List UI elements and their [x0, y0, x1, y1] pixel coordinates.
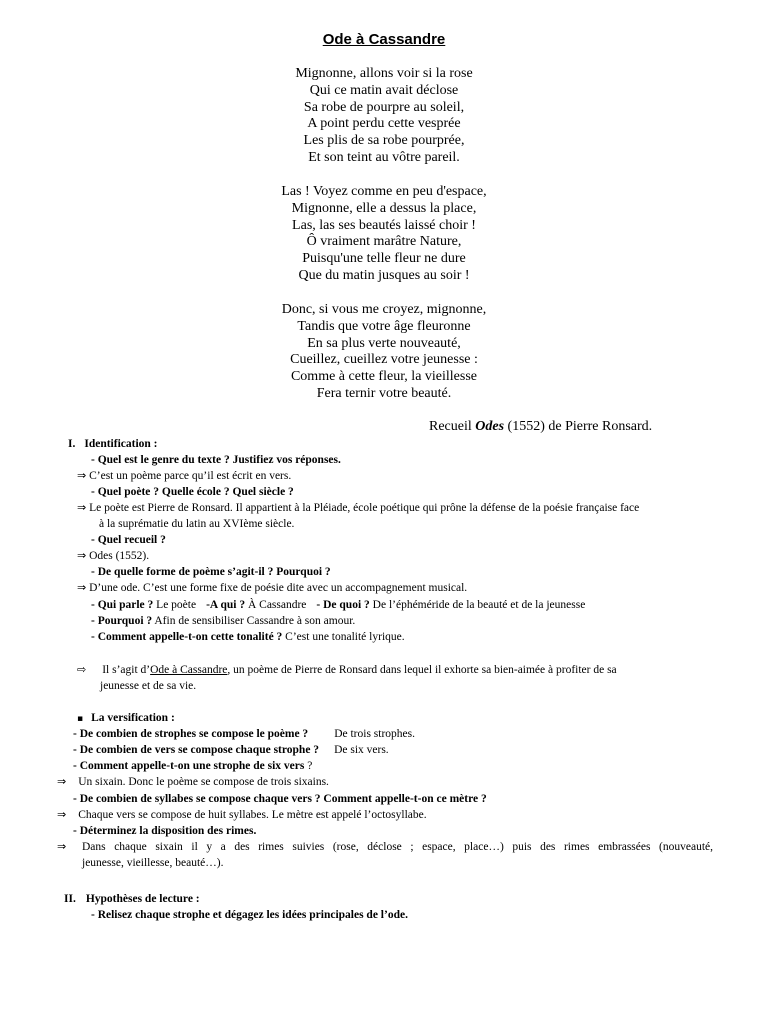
- poem-verse: Les plis de sa robe pourprée,: [303, 133, 465, 149]
- poem-verse: En sa plus verte nouveauté,: [307, 335, 461, 351]
- poem-verse: Comme à cette fleur, la vieillesse: [290, 369, 478, 385]
- poem-verse: Tandis que votre âge fleuronne: [297, 318, 471, 334]
- answer-rimes-continued: jeunesse, vieillesse, beauté…).: [82, 857, 224, 869]
- poem-source: Recueil Odes (1552) de Pierre Ronsard.: [429, 419, 653, 434]
- question-strophes: - De combien de strophes se compose le poème ? De trois strophes.: [73, 728, 415, 740]
- question-poete: - Quel poète ? Quelle école ? Quel siècle ?: [91, 486, 294, 498]
- poem-verse: Qui ce matin avait déclose: [309, 82, 459, 98]
- question-relisez: - Relisez chaque strophe et dégagez les idées principales de l’ode.: [91, 909, 408, 921]
- answer-poete-continued: à la suprématie du latin au XVIème siècle.: [99, 518, 295, 530]
- arrow-icon: ⇒: [77, 469, 87, 482]
- answer-forme: ⇒ D’une ode. C’est une forme fixe de poésie dite avec un accompagnement musical.: [77, 581, 468, 594]
- poem-verse: Las ! Voyez comme en peu d'espace,: [281, 184, 487, 199]
- question-rimes: - Déterminez la disposition des rimes.: [73, 825, 257, 837]
- poem-stanza-1: [0, 66, 768, 167]
- arrow-icon: ⇒: [57, 808, 67, 821]
- answer-rimes: Dans chaque sixain il y a des rimes suivies (rose, déclose ; espace, place…) puis des rimes embrassées (nouveauté,: [82, 841, 713, 853]
- summary: ⇨ Il s’agit d’Ode à Cassandre, un poème de Pierre de Ronsard dans lequel il exhorte sa bien-aimée à profiter de sa: [77, 663, 617, 676]
- question-forme: - De quelle forme de poème s’agit-il ? Pourquoi ?: [91, 566, 331, 578]
- question-syllabes: - De combien de syllabes se compose chaque vers ? Comment appelle-t-on ce mètre ?: [73, 793, 487, 805]
- ode-title-link: Ode à Cassandre: [150, 664, 228, 676]
- poem-verse: Ô vraiment marâtre Nature,: [306, 234, 462, 250]
- page-title: Ode à Cassandre: [322, 31, 446, 48]
- poem-verse: Las, las ses beautés laissé choir !: [292, 217, 476, 233]
- question-genre: - Quel est le genre du texte ? Justifiez vos réponses.: [91, 454, 341, 466]
- arrow-icon: ⇒: [57, 775, 67, 788]
- arrow-icon: ⇒: [77, 501, 87, 514]
- answer-rimes-arrow: [57, 839, 66, 855]
- poem-verse: Sa robe de pourpre au soleil,: [303, 99, 465, 115]
- poem-verse: Que du matin jusques au soir !: [298, 267, 470, 283]
- question-pourquoi: - Pourquoi ? Afin de sensibiliser Cassandre à son amour.: [91, 615, 356, 627]
- arrow-icon: ⇒: [57, 840, 67, 853]
- answer-appelle: ⇒ Un sixain. Donc le poème se compose de trois sixains.: [57, 775, 329, 788]
- poem-verse: A point perdu cette vesprée: [307, 116, 461, 132]
- versification-heading: ▪ La versification :: [77, 712, 175, 724]
- poem-verse: Donc, si vous me croyez, mignonne,: [281, 302, 487, 317]
- poem-verse: Et son teint au vôtre pareil.: [308, 149, 460, 165]
- answer-poete: ⇒ Le poète est Pierre de Ronsard. Il appartient à la Pléiade, école poétique qui prône la défense de la poésie française face: [77, 501, 640, 514]
- bullet-icon: ▪: [77, 714, 84, 724]
- poem-verse: Mignonne, allons voir si la rose: [295, 66, 473, 81]
- section-1-heading: I. Identification :: [68, 438, 158, 450]
- work-title: Odes: [475, 419, 505, 434]
- poem-stanza-2: [0, 184, 768, 285]
- poem-verse: Puisqu'une telle fleur ne dure: [302, 251, 466, 267]
- poem-stanza-3: [0, 302, 768, 403]
- question-recueil: - Quel recueil ?: [91, 534, 166, 546]
- question-appelle: - Comment appelle-t-on une strophe de six vers ?: [73, 760, 313, 772]
- answer-genre: ⇒ C’est un poème parce qu’il est écrit en vers.: [77, 469, 292, 482]
- summary-continued: jeunesse et de sa vie.: [100, 680, 197, 692]
- poem-verse: Fera ternir votre beauté.: [316, 385, 452, 401]
- question-parle: - Qui parle ? Le poète -A qui ? À Cassandre - De quoi ? De l’éphéméride de la beauté et de la jeunesse: [91, 599, 586, 611]
- section-2-heading: II. Hypothèses de lecture :: [64, 893, 200, 905]
- arrow-icon: ⇒: [77, 581, 87, 594]
- answer-syllabes: ⇒ Chaque vers se compose de huit syllabes. Le mètre est appelé l’octosyllabe.: [57, 808, 427, 821]
- arrow-icon: ⇒: [77, 549, 87, 562]
- arrow-outline-icon: ⇨: [77, 663, 87, 676]
- question-vers: - De combien de vers se compose chaque strophe ? De six vers.: [73, 744, 389, 756]
- question-tonalite: - Comment appelle-t-on cette tonalité ? C’est une tonalité lyrique.: [91, 631, 405, 643]
- poem-verse: Cueillez, cueillez votre jeunesse :: [290, 352, 478, 368]
- poem-verse: Mignonne, elle a dessus la place,: [291, 200, 477, 216]
- answer-recueil: ⇒ Odes (1552).: [77, 549, 150, 562]
